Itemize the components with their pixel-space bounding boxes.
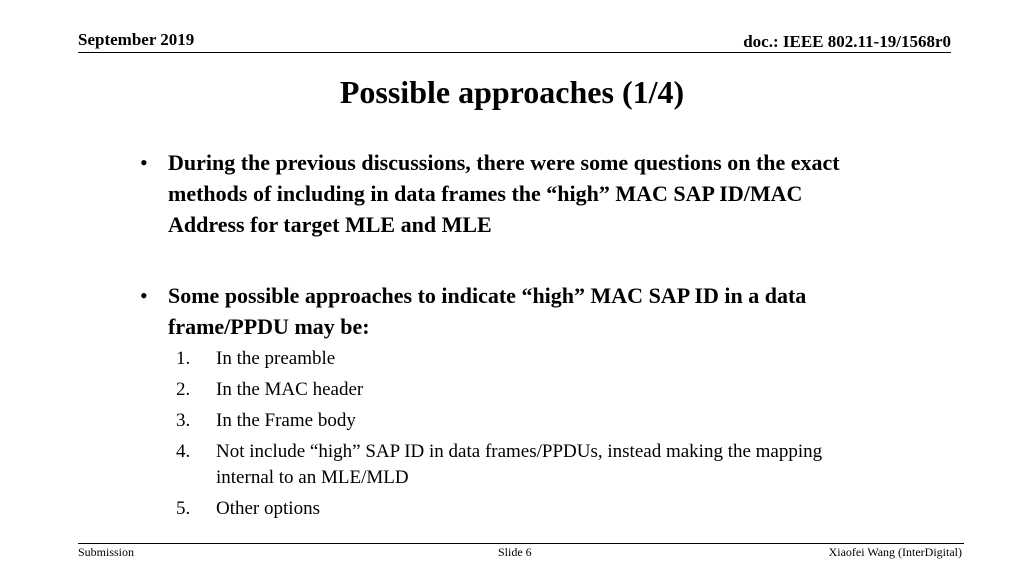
item-number: 2. — [176, 379, 191, 400]
bullet-item — [140, 280, 870, 522]
bullet-item — [140, 147, 870, 240]
numbered-sublist — [168, 346, 870, 522]
bullet-marker: • — [140, 150, 148, 175]
footer-divider — [78, 543, 964, 544]
bullet-text: Some possible approaches to indicate “high” MAC SAP ID in a data frame/PPDU may be: — [168, 283, 807, 339]
item-text: In the preamble — [216, 348, 336, 369]
footer-author: Xiaofei Wang (InterDigital) — [828, 545, 962, 559]
item-text: Other options — [216, 498, 320, 519]
numbered-item — [168, 496, 836, 522]
slide-title: Possible approaches (1/4) — [339, 74, 685, 110]
header-date: September 2019 — [78, 30, 195, 49]
item-number: 3. — [176, 410, 191, 431]
item-text: Not include “high” SAP ID in data frames/PPDUs, instead making the mapping internal to an MLE/MLD — [216, 441, 823, 488]
item-text: In the MAC header — [216, 379, 364, 400]
bullet-marker: • — [140, 283, 148, 308]
numbered-item — [168, 346, 836, 372]
item-number: 5. — [176, 498, 191, 519]
header-divider — [78, 52, 951, 53]
item-number: 1. — [176, 348, 191, 369]
header-doc-id: doc.: IEEE 802.11-19/1568r0 — [743, 32, 951, 51]
numbered-item — [168, 408, 836, 434]
item-text: In the Frame body — [216, 410, 356, 431]
item-number: 4. — [176, 441, 191, 462]
footer-slide-number: Slide 6 — [498, 545, 532, 559]
bullet-list — [140, 147, 870, 527]
numbered-item — [168, 377, 836, 403]
numbered-item — [168, 439, 836, 491]
footer-submission: Submission — [78, 545, 135, 559]
bullet-text: During the previous discussions, there were some questions on the exact methods of including in data frames the “high” MAC SAP ID/MAC Address for target MLE and MLE — [168, 150, 840, 237]
